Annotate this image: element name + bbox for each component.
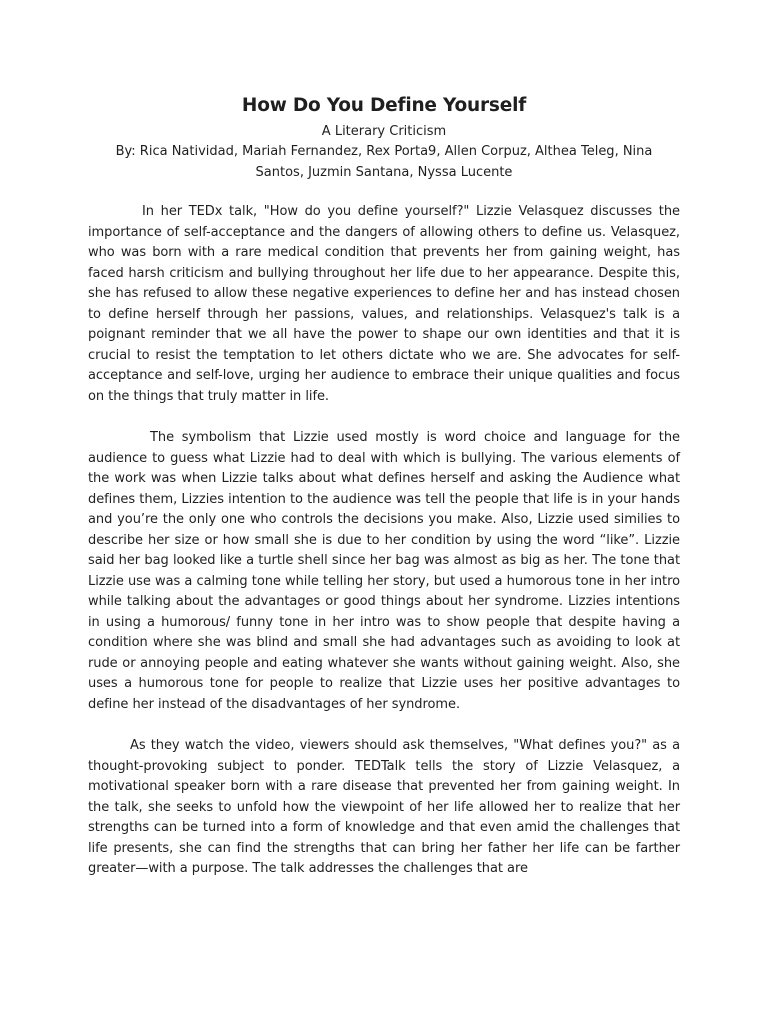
document-authors: By: Rica Natividad, Mariah Fernandez, Rex Porta9, Allen Corpuz, Althea Teleg, Nina Santos, Juzmin Santana, Nyssa Lucente (115, 144, 653, 180)
paragraph-2: The symbolism that Lizzie used mostly is word choice and language for the audience to guess what Lizzie had to deal with which is bullying. The various elements of the work was when Lizzie talks about what defines herself and asking the Audience what defines them, Lizzies intention to the audience was tell the people that life is in your hands and you’re the only one who controls the decisions you make. Also, Lizzie used similies to describe her size or how small she is due to her condition by using the word “like”. Lizzie said her bag looked like a turtle shell since her bag was almost as big as her. The tone that Lizzie use was a calming tone while telling her story, but used a humorous tone in her intro while talking about the advantages or good things about her syndrome. Lizzies intentions in using a humorous/ funny tone in her intro was to show people that despite having a condition where she was blind and small she had advantages such as avoiding to look at rude or annoying people and eating whatever she wants without gaining weight. Also, she uses a humorous tone for people to realize that Lizzie uses her positive advantages to define her instead of the disadvantages of her syndrome. (88, 430, 680, 712)
document-title: How Do You Define Yourself (241, 95, 527, 116)
paragraph-1: In her TEDx talk, "How do you define yourself?" Lizzie Velasquez discusses the importance of self-acceptance and the dangers of allowing others to define us. Velasquez, who was born with a rare medical condition that prevents her from gaining weight, has faced harsh criticism and bullying throughout her life due to her appearance. Despite this, she has refused to allow these negative experiences to define her and has instead chosen to define herself through her passions, values, and relationships. Velasquez's talk is a poignant reminder that we all have the power to shape our own identities and that it is crucial to resist the temptation to let others dictate who we are. She advocates for self-acceptance and self-love, urging her audience to embrace their unique qualities and focus on the things that truly matter in life. (88, 204, 680, 404)
paragraph-3: As they watch the video, viewers should ask themselves, "What defines you?" as a thought-provoking subject to ponder. TEDTalk tells the story of Lizzie Velasquez, a motivational speaker born with a rare disease that prevented her from gaining weight. In the talk, she seeks to unfold how the viewpoint of her life allowed her to realize that her strengths can be turned into a form of knowledge and that even amid the challenges that life presents, she can find the strengths that can bring her father her life can be farther greater—with a purpose. The talk addresses the challenges that are (88, 738, 680, 876)
document-body (88, 94, 680, 880)
document-subtitle: A Literary Criticism (321, 124, 447, 139)
